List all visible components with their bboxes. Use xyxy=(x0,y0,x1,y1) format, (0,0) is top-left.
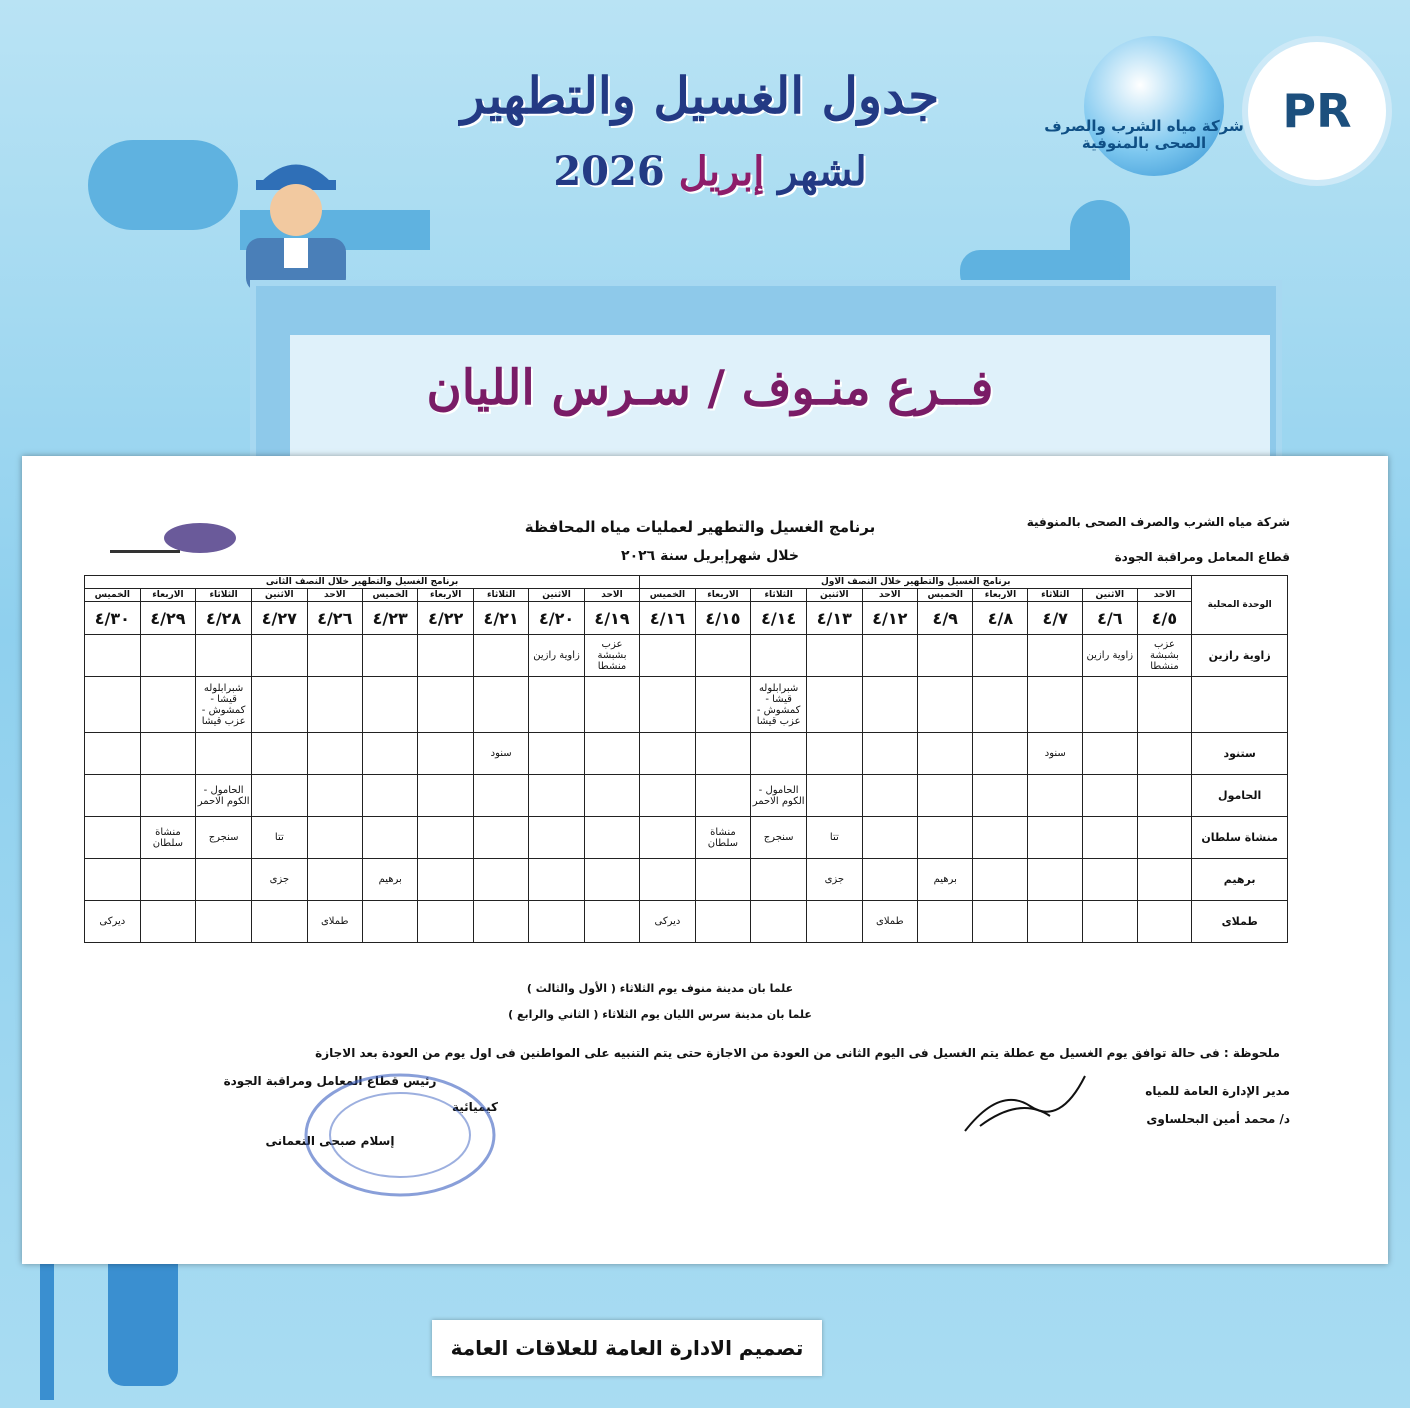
subtitle-month: إبريل xyxy=(678,148,765,195)
schedule-cell xyxy=(973,635,1028,677)
day-header: الاثنين xyxy=(807,589,862,602)
schedule-cell: طملاى xyxy=(862,901,917,943)
schedule-cell xyxy=(529,901,584,943)
schedule-cell xyxy=(252,635,307,677)
branch-title: فــرع منـوف / سـرس الليان xyxy=(426,360,994,416)
schedule-cell xyxy=(362,817,417,859)
schedule-cell xyxy=(918,775,973,817)
schedule-cell xyxy=(973,817,1028,859)
table-row xyxy=(85,859,1288,901)
schedule-cell xyxy=(862,775,917,817)
schedule-cell: طملاى xyxy=(307,901,362,943)
left-signature-name: إسلام صبحى النعمانى xyxy=(265,1134,395,1148)
second-half-header: برنامج الغسيل والتطهير خلال النصف الثانى xyxy=(85,576,640,589)
subtitle-year: 2026 xyxy=(553,148,665,195)
schedule-cell xyxy=(196,733,252,775)
schedule-cell xyxy=(751,901,807,943)
schedule-cell xyxy=(1083,775,1138,817)
schedule-cell xyxy=(807,635,862,677)
schedule-cell xyxy=(418,677,473,733)
date-header: ٤/٢٦ xyxy=(307,602,362,635)
schedule-cell xyxy=(1137,859,1192,901)
schedule-cell xyxy=(862,733,917,775)
schedule-cell xyxy=(140,859,195,901)
date-header: ٤/١٣ xyxy=(807,602,862,635)
note-menouf: علما بان مدينة منوف يوم الثلاثاء ( الأول والثالث ) xyxy=(526,982,794,995)
unit-name: زاوية رازين xyxy=(1192,635,1288,677)
tank-shape xyxy=(88,140,238,230)
date-header: ٤/١٩ xyxy=(584,602,639,635)
schedule-cell xyxy=(140,775,195,817)
unit-name: ستنود xyxy=(1192,733,1288,775)
schedule-cell xyxy=(1137,775,1192,817)
schedule-cell xyxy=(695,901,750,943)
schedule-cell xyxy=(1137,677,1192,733)
schedule-cell: الحامول - الكوم الاحمر xyxy=(751,775,807,817)
schedule-cell: جزى xyxy=(807,859,862,901)
schedule-cell xyxy=(473,901,528,943)
day-header: الثلاثاء xyxy=(473,589,528,602)
date-header: ٤/٣٠ xyxy=(85,602,141,635)
day-header: الاربعاء xyxy=(140,589,195,602)
date-header: ٤/٩ xyxy=(918,602,973,635)
date-header: ٤/٧ xyxy=(1028,602,1083,635)
schedule-cell xyxy=(862,859,917,901)
day-header: الاربعاء xyxy=(973,589,1028,602)
unit-name: الحامول xyxy=(1192,775,1288,817)
date-header: ٤/٢١ xyxy=(473,602,528,635)
schedule-cell xyxy=(418,775,473,817)
schedule-cell xyxy=(1083,677,1138,733)
table-row xyxy=(85,901,1288,943)
table-row xyxy=(85,733,1288,775)
schedule-cell xyxy=(196,859,252,901)
schedule-cell xyxy=(918,733,973,775)
right-signature-name: د/ محمد أمين البحلساوى xyxy=(1146,1112,1290,1126)
schedule-cell xyxy=(362,635,417,677)
design-credit: تصميم الادارة العامة للعلاقات العامة xyxy=(432,1320,822,1376)
date-header: ٤/١٥ xyxy=(695,602,750,635)
schedule-cell xyxy=(807,677,862,733)
day-header: الاثنين xyxy=(1083,589,1138,602)
schedule-cell xyxy=(1083,901,1138,943)
schedule-cell: منشاة سلطان xyxy=(695,817,750,859)
schedule-cell: سنجرج xyxy=(751,817,807,859)
schedule-cell xyxy=(584,733,639,775)
schedule-cell xyxy=(973,677,1028,733)
schedule-cell xyxy=(640,635,695,677)
date-header: ٤/١٦ xyxy=(640,602,695,635)
schedule-cell xyxy=(307,859,362,901)
day-header: الاربعاء xyxy=(418,589,473,602)
schedule-cell xyxy=(362,677,417,733)
schedule-cell xyxy=(862,817,917,859)
schedule-cell xyxy=(584,817,639,859)
schedule-cell: الحامول - الكوم الاحمر xyxy=(196,775,252,817)
schedule-cell xyxy=(1028,859,1083,901)
schedule-cell xyxy=(695,635,750,677)
day-header: الاحد xyxy=(1137,589,1192,602)
schedule-cell xyxy=(973,901,1028,943)
schedule-cell xyxy=(918,817,973,859)
schedule-cell xyxy=(418,901,473,943)
schedule-cell xyxy=(85,733,141,775)
schedule-cell xyxy=(584,775,639,817)
subtitle-prefix: لشهر xyxy=(778,148,867,195)
schedule-cell xyxy=(1028,817,1083,859)
day-header: الخميس xyxy=(918,589,973,602)
schedule-cell xyxy=(529,859,584,901)
right-signature-title: مدير الإدارة العامة للمياه xyxy=(1145,1084,1290,1098)
schedule-cell xyxy=(973,859,1028,901)
schedule-cell: ديركى xyxy=(85,901,141,943)
schedule-cell xyxy=(807,901,862,943)
schedule-cell xyxy=(695,859,750,901)
schedule-cell xyxy=(862,635,917,677)
date-header: ٤/١٢ xyxy=(862,602,917,635)
schedule-cell xyxy=(140,733,195,775)
schedule-cell xyxy=(751,733,807,775)
schedule-cell: منشاة سلطان xyxy=(140,817,195,859)
schedule-cell xyxy=(529,817,584,859)
schedule-cell xyxy=(584,677,639,733)
table-row xyxy=(85,775,1288,817)
unit-header: الوحدة المحلية xyxy=(1192,576,1288,635)
schedule-cell xyxy=(362,733,417,775)
schedule-cell xyxy=(695,733,750,775)
schedule-cell xyxy=(307,817,362,859)
schedule-cell xyxy=(1137,733,1192,775)
schedule-cell xyxy=(751,635,807,677)
schedule-cell xyxy=(252,733,307,775)
schedule-cell: عزب بشبشة منشطا xyxy=(584,635,639,677)
schedule-cell xyxy=(751,859,807,901)
schedule-cell xyxy=(418,733,473,775)
schedule-cell xyxy=(973,733,1028,775)
day-header: الخميس xyxy=(85,589,141,602)
schedule-cell xyxy=(695,677,750,733)
day-header: الاحد xyxy=(307,589,362,602)
official-stamp-icon xyxy=(300,1070,500,1200)
schedule-cell xyxy=(85,817,141,859)
date-header: ٤/٥ xyxy=(1137,602,1192,635)
schedule-cell xyxy=(918,635,973,677)
schedule-cell xyxy=(1028,901,1083,943)
schedule-cell xyxy=(640,817,695,859)
date-header: ٤/٦ xyxy=(1083,602,1138,635)
day-header: الاثنين xyxy=(529,589,584,602)
schedule-cell: زاوية رازين xyxy=(529,635,584,677)
schedule-cell xyxy=(85,635,141,677)
day-header: الثلاثاء xyxy=(1028,589,1083,602)
schedule-cell xyxy=(807,775,862,817)
schedule-cell xyxy=(473,775,528,817)
schedule-cell xyxy=(862,677,917,733)
schedule-cell xyxy=(1083,733,1138,775)
date-header: ٤/٢٣ xyxy=(362,602,417,635)
schedule-cell xyxy=(85,677,141,733)
schedule-cell xyxy=(140,677,195,733)
schedule-cell xyxy=(196,635,252,677)
date-header: ٤/٢٠ xyxy=(529,602,584,635)
schedule-cell xyxy=(1137,817,1192,859)
schedule-cell xyxy=(307,775,362,817)
schedule-cell: ديركى xyxy=(640,901,695,943)
date-header: ٤/٨ xyxy=(973,602,1028,635)
schedule-cell xyxy=(1028,635,1083,677)
day-header: الاحد xyxy=(862,589,917,602)
table-row xyxy=(85,677,1288,733)
schedule-cell xyxy=(418,817,473,859)
schedule-cell: تتا xyxy=(807,817,862,859)
program-title: برنامج الغسيل والتطهير لعمليات مياه المحافظة xyxy=(524,518,876,536)
signature-scribble-icon xyxy=(960,1066,1090,1136)
schedule-cell xyxy=(140,635,195,677)
schedule-cell: جزى xyxy=(252,859,307,901)
table-row xyxy=(85,635,1288,677)
schedule-cell xyxy=(85,775,141,817)
company-name: شركة مياه الشرب والصرف الصحى بالمنوفية xyxy=(1026,515,1290,529)
note-sers: علما بان مدينة سرس الليان يوم الثلاثاء ( الثاني والرابع ) xyxy=(508,1008,812,1021)
date-header: ٤/٢٧ xyxy=(252,602,307,635)
schedule-cell xyxy=(529,733,584,775)
schedule-cell xyxy=(252,901,307,943)
schedule-cell xyxy=(529,775,584,817)
schedule-cell xyxy=(196,901,252,943)
schedule-cell: عزب بشبشة منشطا xyxy=(1137,635,1192,677)
schedule-cell: برهيم xyxy=(362,859,417,901)
schedule-cell xyxy=(418,859,473,901)
worker-icon xyxy=(226,142,366,292)
day-header: الثلاثاء xyxy=(196,589,252,602)
day-header: الاحد xyxy=(584,589,639,602)
schedule-cell xyxy=(362,901,417,943)
table-row xyxy=(85,817,1288,859)
public-relations-logo: PR xyxy=(1242,36,1392,186)
date-header: ٤/٢٩ xyxy=(140,602,195,635)
unit-name: منشاة سلطان xyxy=(1192,817,1288,859)
unit-name xyxy=(1192,677,1288,733)
schedule-cell xyxy=(529,677,584,733)
sector-name: قطاع المعامل ومراقبة الجودة xyxy=(1114,550,1290,564)
schedule-cell xyxy=(473,859,528,901)
schedule-cell xyxy=(640,775,695,817)
schedule-cell: برهيم xyxy=(918,859,973,901)
day-header: الثلاثاء xyxy=(751,589,807,602)
date-header: ٤/٢٢ xyxy=(418,602,473,635)
schedule-cell: سنجرج xyxy=(196,817,252,859)
date-header: ٤/٢٨ xyxy=(196,602,252,635)
schedule-cell xyxy=(307,733,362,775)
first-half-header: برنامج الغسيل والتطهير خلال النصف الاول xyxy=(640,576,1192,589)
lab-logo-icon xyxy=(110,520,240,560)
schedule-cell: سنود xyxy=(1028,733,1083,775)
schedule-cell xyxy=(1028,677,1083,733)
unit-name: طملاى xyxy=(1192,901,1288,943)
schedule-cell xyxy=(473,817,528,859)
schedule-cell xyxy=(584,859,639,901)
schedule-cell xyxy=(695,775,750,817)
schedule-cell xyxy=(807,733,862,775)
schedule-cell xyxy=(640,733,695,775)
schedule-cell xyxy=(640,677,695,733)
day-header: الخميس xyxy=(640,589,695,602)
schedule-cell xyxy=(1083,859,1138,901)
schedule-cell xyxy=(973,775,1028,817)
schedule-cell xyxy=(307,677,362,733)
day-header: الاثنين xyxy=(252,589,307,602)
date-header: ٤/١٤ xyxy=(751,602,807,635)
schedule-cell xyxy=(1083,817,1138,859)
schedule-table xyxy=(84,575,1288,943)
left-signature-title: رئيس قطاع المعامل ومراقبة الجودة xyxy=(223,1074,437,1088)
schedule-cell xyxy=(418,635,473,677)
left-signature-role: كيميائية xyxy=(451,1100,498,1114)
schedule-cell: زاوية رازين xyxy=(1083,635,1138,677)
day-header: الاربعاء xyxy=(695,589,750,602)
schedule-cell xyxy=(362,775,417,817)
schedule-cell xyxy=(918,901,973,943)
schedule-cell: سنود xyxy=(473,733,528,775)
schedule-cell xyxy=(140,901,195,943)
unit-name: برهيم xyxy=(1192,859,1288,901)
schedule-cell xyxy=(918,677,973,733)
note-holiday: ملحوظة : فى حالة توافق يوم الغسيل مع عطلة يتم الغسيل فى اليوم الثانى من العودة من الاجازة حتى يتم التنبيه على المواطنين فى اول يوم من العودة بعد الاجازة xyxy=(315,1046,1280,1060)
page-subtitle xyxy=(500,148,920,195)
schedule-cell: شبرابلوله قيشا - كمشوش - عزب قيشا xyxy=(751,677,807,733)
schedule-cell xyxy=(252,775,307,817)
schedule-cell xyxy=(473,635,528,677)
schedule-cell xyxy=(1028,775,1083,817)
schedule-cell xyxy=(307,635,362,677)
water-company-logo: شركة مياه الشرب والصرف الصحى بالمنوفية xyxy=(1084,36,1224,176)
schedule-cell: شبرابلوله قيشا - كمشوش - عزب قيشا xyxy=(196,677,252,733)
program-period: خلال شهرإبريل سنة ٢٠٢٦ xyxy=(621,548,799,564)
schedule-cell xyxy=(85,859,141,901)
schedule-cell xyxy=(584,901,639,943)
day-header: الخميس xyxy=(362,589,417,602)
schedule-cell: تتا xyxy=(252,817,307,859)
page-title: جدول الغسيل والتطهير xyxy=(460,66,940,125)
schedule-cell xyxy=(252,677,307,733)
schedule-cell xyxy=(1137,901,1192,943)
schedule-cell xyxy=(640,859,695,901)
schedule-cell xyxy=(473,677,528,733)
